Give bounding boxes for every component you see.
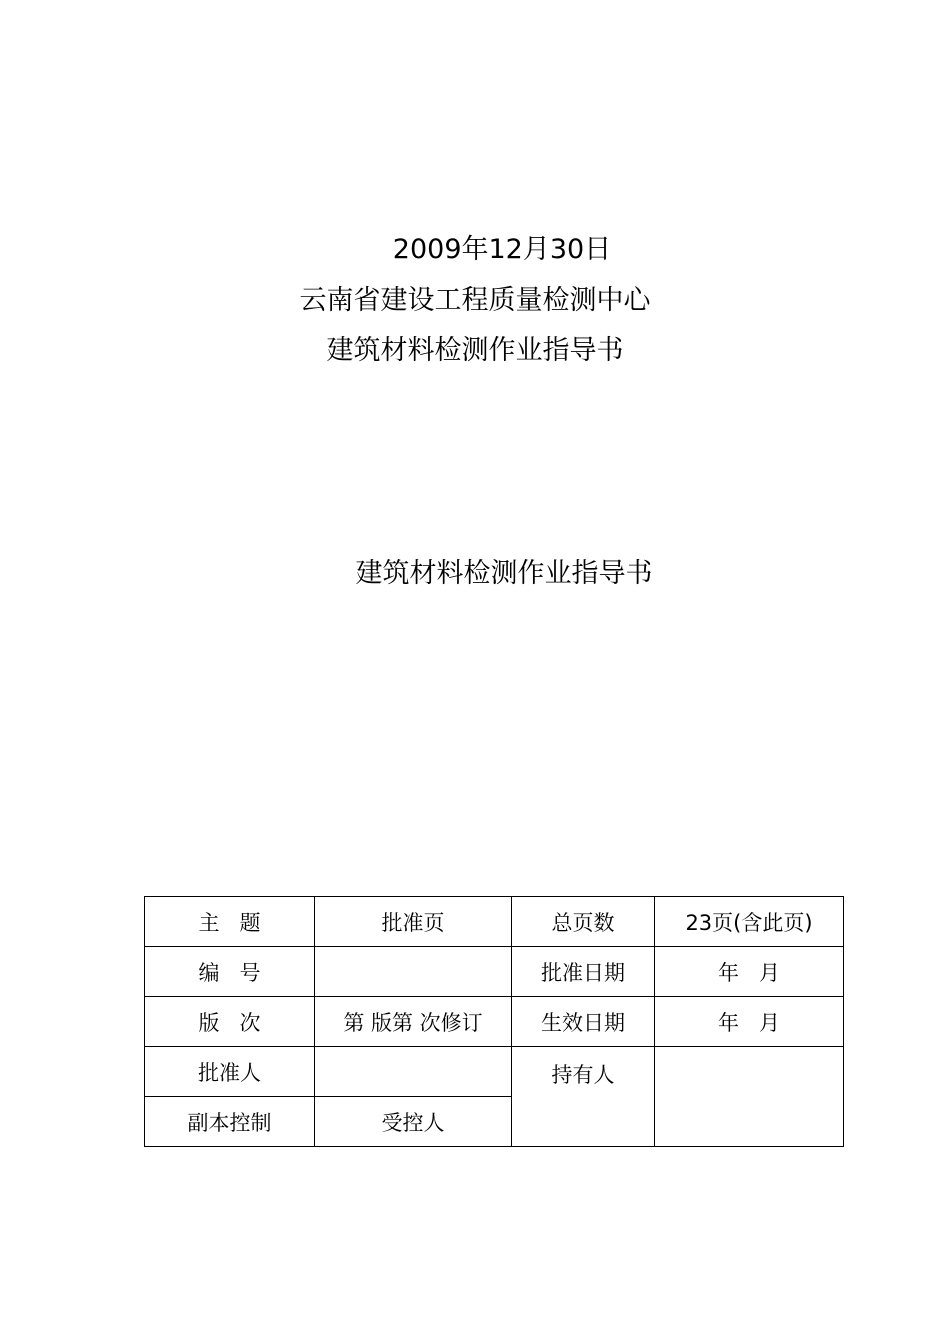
- edition-label: 版 次: [145, 997, 315, 1047]
- approval-date-value: 年 月: [655, 947, 844, 997]
- approver-label: 批准人: [145, 1047, 315, 1097]
- effective-date-value: 年 月: [655, 997, 844, 1047]
- table-row: [145, 947, 844, 997]
- effective-date-label: 生效日期: [512, 997, 655, 1047]
- controlled-person-label: 受控人: [315, 1097, 512, 1147]
- table-row: [145, 1047, 844, 1097]
- number-label: 编 号: [145, 947, 315, 997]
- edition-value: 第 版第 次修订: [315, 997, 512, 1047]
- approver-value: [315, 1047, 512, 1097]
- total-pages-value: 23页(含此页): [655, 897, 844, 947]
- table-row: [145, 897, 844, 947]
- subject-value: 批准页: [315, 897, 512, 947]
- table-row: [145, 997, 844, 1047]
- approval-table: [144, 896, 844, 1147]
- approval-date-label: 批准日期: [512, 947, 655, 997]
- number-value: [315, 947, 512, 997]
- holder-value: [655, 1047, 844, 1147]
- total-pages-label: 总页数: [512, 897, 655, 947]
- organization-name: 云南省建设工程质量检测中心: [299, 285, 651, 316]
- subject-label: 主 题: [145, 897, 315, 947]
- copy-control-label: 副本控制: [145, 1097, 315, 1147]
- document-date: 2009年12月30日: [392, 234, 612, 265]
- document-title-top: 建筑材料检测作业指导书: [326, 335, 624, 366]
- holder-label: 持有人: [512, 1047, 655, 1147]
- document-title-main: 建筑材料检测作业指导书: [355, 558, 653, 589]
